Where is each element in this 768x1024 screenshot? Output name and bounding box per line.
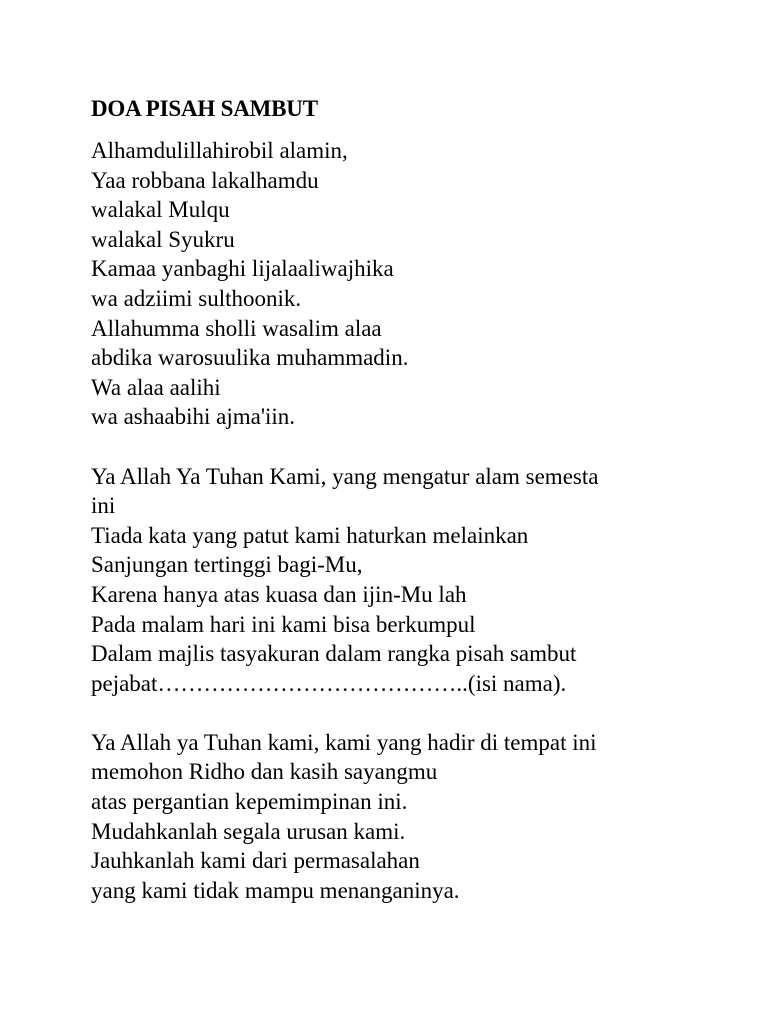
document-title: DOA PISAH SAMBUT xyxy=(91,96,318,121)
stanza-supplication xyxy=(91,728,691,906)
text-line: Yaa robbana lakalhamdu xyxy=(91,167,319,193)
text-line: Jauhkanlah kami dari permasalahan xyxy=(91,848,420,874)
stanza-spacer xyxy=(91,432,691,462)
text-line: Dalam majlis tasyakuran dalam rangka pisah sambut xyxy=(91,641,577,667)
text-line: Alhamdulillahirobil alamin, xyxy=(91,138,348,163)
text-line: Ya Allah ya Tuhan kami, kami yang hadir di tempat ini xyxy=(91,729,597,755)
text-line: Tiada kata yang patut kami haturkan melainkan xyxy=(91,522,529,548)
text-line: wa ashaabihi ajma'iin. xyxy=(91,404,296,430)
stanza-praise xyxy=(91,462,691,699)
text-line: Sanjungan tertinggi bagi-Mu, xyxy=(91,552,363,578)
stanza-spacer xyxy=(91,698,691,728)
text-line: Mudahkanlah segala urusan kami. xyxy=(91,818,406,844)
text-line: Ya Allah Ya Tuhan Kami, yang mengatur alam semesta xyxy=(91,463,599,489)
text-line: ini xyxy=(91,493,116,519)
text-line: walakal Mulqu xyxy=(91,197,230,223)
text-line: atas pergantian kepemimpinan ini. xyxy=(91,789,408,815)
text-line: wa adziimi sulthoonik. xyxy=(91,285,302,311)
text-line: Wa alaa aalihi xyxy=(91,374,221,400)
text-line: abdika warosuulika muhammadin. xyxy=(91,345,409,371)
text-line: Allahumma sholli wasalim alaa xyxy=(91,315,382,341)
text-line: walakal Syukru xyxy=(91,226,235,252)
text-line: yang kami tidak mampu menanganinya. xyxy=(91,877,460,903)
text-line: Kamaa yanbaghi lijalaaliwajhika xyxy=(91,256,394,282)
text-line: memohon Ridho dan kasih sayangmu xyxy=(91,759,438,785)
stanza-opening xyxy=(91,136,691,432)
text-line: Pada malam hari ini kami bisa berkumpul xyxy=(91,611,476,637)
text-line: Karena hanya atas kuasa dan ijin-Mu lah xyxy=(91,581,467,607)
document-page xyxy=(91,94,691,905)
text-line-name-placeholder: pejabat…………………………………..(isi nama). xyxy=(91,670,567,696)
